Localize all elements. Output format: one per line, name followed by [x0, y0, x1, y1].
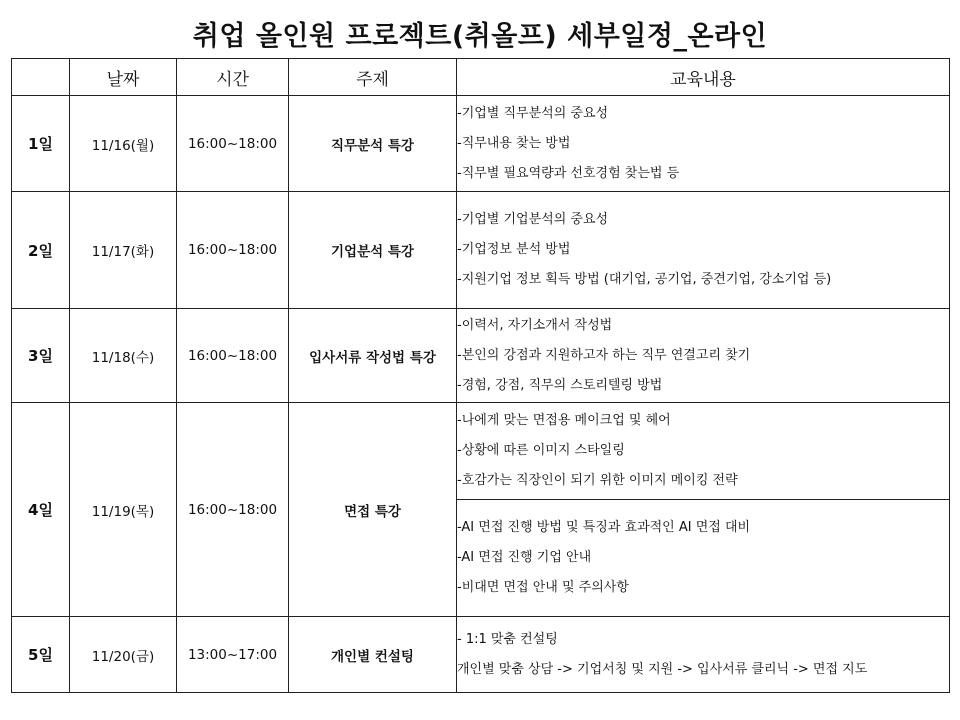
content-cell	[457, 96, 950, 192]
content-line: -비대면 면접 안내 및 주의사항	[457, 580, 629, 595]
content-line: -상황에 따른 이미지 스타일링	[457, 443, 625, 458]
day-cell: 5일	[12, 617, 70, 693]
time-cell: 16:00~18:00	[177, 96, 289, 192]
content-line: -직무내용 찾는 방법	[457, 135, 571, 151]
content-cell	[457, 500, 950, 617]
content-line: -직무별 필요역량과 선호경험 찾는법 등	[457, 165, 680, 181]
content-cell	[457, 309, 950, 403]
topic-cell: 입사서류 작성법 특강	[289, 309, 457, 403]
day-cell: 1일	[12, 96, 70, 192]
schedule-table	[11, 58, 950, 693]
time-cell: 13:00~17:00	[177, 617, 289, 693]
time-cell: 16:00~18:00	[177, 403, 289, 617]
content-line: -이력서, 자기소개서 작성법	[457, 317, 613, 333]
topic-cell: 직무분석 특강	[289, 96, 457, 192]
content-line: -기업별 기업분석의 중요성	[457, 212, 609, 227]
date-cell: 11/17(화)	[70, 192, 177, 309]
content-line: -본인의 강점과 지원하고자 하는 직무 연결고리 찾기	[457, 347, 751, 363]
content-cell	[457, 617, 950, 693]
table-row	[12, 192, 950, 309]
page-title: 취업 올인원 프로젝트(취올프) 세부일정_온라인	[192, 21, 768, 52]
header-date: 날짜	[70, 59, 177, 96]
content-line: 개인별 맞춤 상담 -> 기업서칭 및 지원 -> 입사서류 클리닉 -> 면접 지도	[457, 661, 868, 677]
content-line: -지원기업 정보 획득 방법 (대기업, 공기업, 중견기업, 강소기업 등)	[457, 272, 832, 287]
topic-cell: 기업분석 특강	[289, 192, 457, 309]
date-cell: 11/18(수)	[70, 309, 177, 403]
content-line: -기업정보 분석 방법	[457, 242, 571, 257]
date-cell: 11/16(월)	[70, 96, 177, 192]
content-line: -AI 면접 진행 기업 안내	[457, 550, 592, 565]
content-line: - 1:1 맞춤 컨설팅	[457, 631, 558, 647]
day-cell: 4일	[12, 403, 70, 617]
content-line: -나에게 맞는 면접용 메이크업 및 헤어	[457, 413, 671, 428]
day-cell: 2일	[12, 192, 70, 309]
content-line: -호감가는 직장인이 되기 위한 이미지 메이킹 전략	[457, 473, 738, 488]
table-row	[12, 617, 950, 693]
topic-cell: 개인별 컨설팅	[289, 617, 457, 693]
table-row	[12, 309, 950, 403]
content-cell	[457, 403, 950, 500]
topic-cell: 면접 특강	[289, 403, 457, 617]
header-row	[12, 59, 950, 96]
table-row	[12, 403, 950, 500]
content-line: -경험, 강점, 직무의 스토리텔링 방법	[457, 377, 663, 393]
day-cell: 3일	[12, 309, 70, 403]
table-row	[12, 96, 950, 192]
time-cell: 16:00~18:00	[177, 309, 289, 403]
content-line: -AI 면접 진행 방법 및 특징과 효과적인 AI 면접 대비	[457, 520, 751, 535]
header-topic: 주제	[289, 59, 457, 96]
time-cell: 16:00~18:00	[177, 192, 289, 309]
content-cell	[457, 192, 950, 309]
header-blank	[12, 59, 70, 96]
header-time: 시간	[177, 59, 289, 96]
header-content: 교육내용	[457, 59, 950, 96]
date-cell: 11/19(목)	[70, 403, 177, 617]
content-line: -기업별 직무분석의 중요성	[457, 105, 609, 121]
date-cell: 11/20(금)	[70, 617, 177, 693]
